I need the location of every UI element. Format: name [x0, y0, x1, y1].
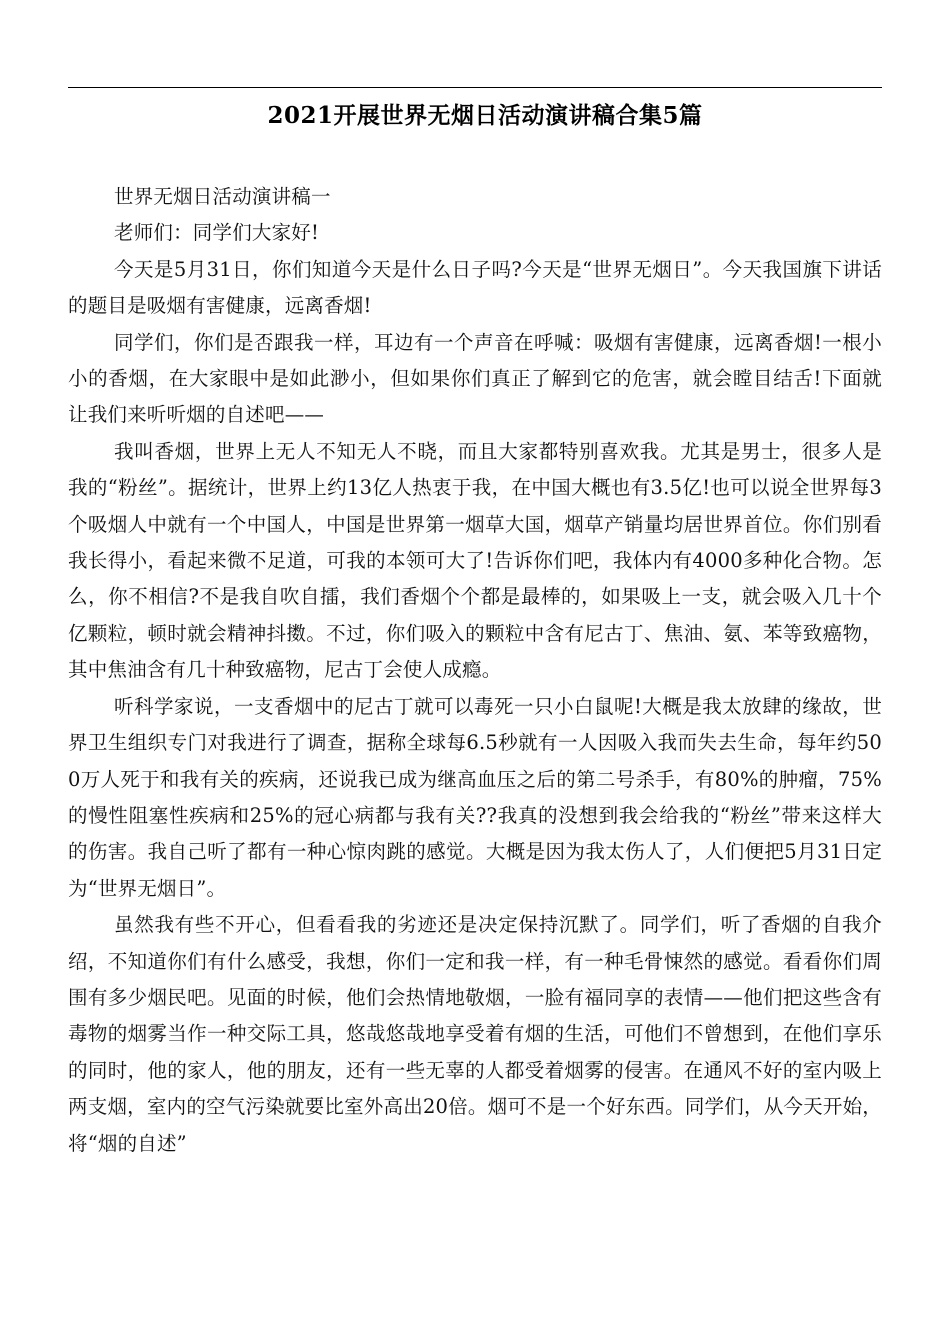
- body-paragraph: 今天是5月31日，你们知道今天是什么日子吗?今天是“世界无烟日”。今天我国旗下讲话的题目是吸烟有害健康，远离香烟!: [68, 257, 882, 318]
- body-paragraph: 虽然我有些不开心，但看看我的劣迹还是决定保持沉默了。同学们，听了香烟的自我介绍，不知道你们有什么感受，我想，你们一定和我一样，有一种毛骨悚然的感觉。看看你们周围有多少烟民吧。见面的时候，他们会热情地敬烟，一脸有福同享的表情——他们把这些含有毒物的烟雾当作一种交际工具，悠哉悠哉地享受着有烟的生活，可他们不曾想到，在他们享乐的同时，他的家人，他的朋友，还有一些无辜的人都受着烟雾的侵害。在通风不好的室内吸上两支烟，室内的空气污染就要比室外高出20倍。烟可不是一个好东西。同学们，从今天开始，将“烟的自述”: [68, 913, 882, 1155]
- body-paragraph: 我叫香烟，世界上无人不知无人不晓，而且大家都特别喜欢我。尤其是男士，很多人是我的“粉丝”。据统计，世界上约13亿人热衷于我，在中国大概也有3.5亿!也可以说全世界每3个吸烟人中就有一个中国人，中国是世界第一烟草大国，烟草产销量均居世界首位。你们别看我长得小，看起来微不足道，可我的本领可大了!告诉你们吧，我体内有4000多种化合物。怎么，你不相信?不是我自吹自擂，我们香烟个个都是最棒的，如果吸上一支，就会吸入几十个亿颗粒，顿时就会精神抖擞。不过，你们吸入的颗粒中含有尼古丁、焦油、氨、苯等致癌物，其中焦油含有几十种致癌物，尼古丁会使人成瘾。: [68, 439, 882, 682]
- section-heading: 世界无烟日活动演讲稿一: [114, 185, 331, 208]
- document-body: [68, 179, 882, 1162]
- body-paragraph: 同学们，你们是否跟我一样，耳边有一个声音在呼喊：吸烟有害健康，远离香烟!一根小小的香烟，在大家眼中是如此渺小，但如果你们真正了解到它的危害，就会瞠目结舌!下面就让我们来听听烟的自述吧——: [68, 330, 882, 427]
- header-rule: [68, 87, 882, 88]
- document-title: 2021开展世界无烟日活动演讲稿合集5篇: [267, 102, 703, 129]
- greeting-paragraph: 老师们：同学们大家好!: [114, 221, 320, 245]
- body-paragraph: 听科学家说，一支香烟中的尼古丁就可以毒死一只小白鼠呢!大概是我太放肆的缘故，世界卫生组织专门对我进行了调查，据称全球每6.5秒就有一人因吸入我而失去生命，每年约500万人死于和我有关的疾病，还说我已成为继高血压之后的第二号杀手，有80%的肿瘤，75%的慢性阻塞性疾病和25%的冠心病都与我有关??我真的没想到我会给我的“粉丝”带来这样大的伤害。我自己听了都有一种心惊肉跳的感觉。大概是因为我太伤人了，人们便把5月31日定为“世界无烟日”。: [68, 694, 882, 900]
